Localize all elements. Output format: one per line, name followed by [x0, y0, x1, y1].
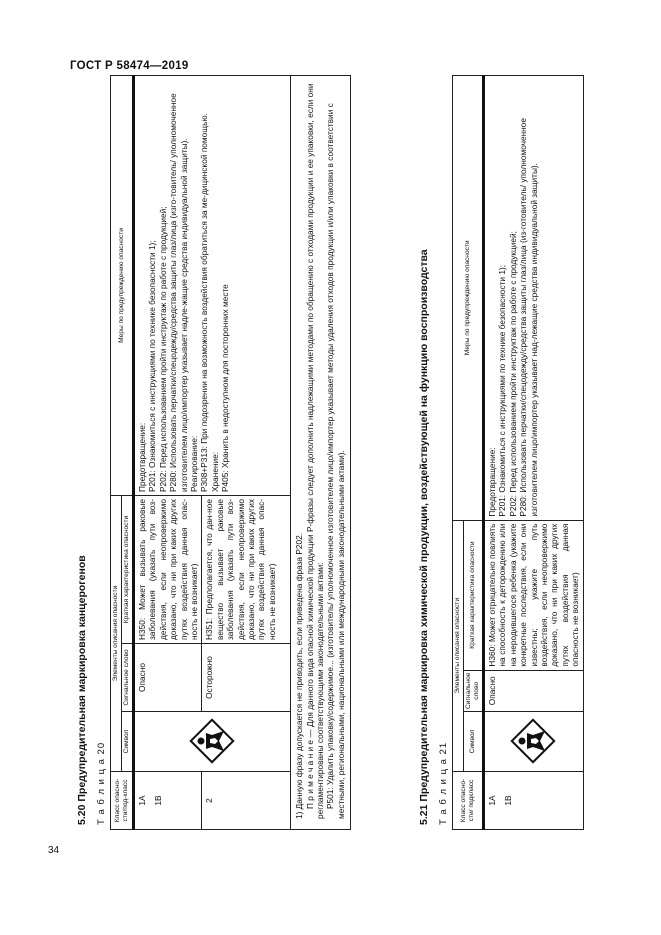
measure-line: Реагирование: — [189, 435, 200, 492]
section-title-5-20: 5.20 Предупредительная маркировка канцерогенов — [76, 555, 88, 825]
signal-warning: Осторожно — [202, 644, 291, 712]
statement-h351: Н351: Предполагается, что дан-ное вещество вызывает раковые заболевания (указать пути воз-действия, если неопровержимо доказано, что ни при каких других путях воздействия данная опас-ность не возникает) — [202, 496, 291, 644]
section-title-5-21: 5.21 Предупредительная маркировка химической продукции, воздействующей на функцию воспроизводства — [418, 249, 430, 825]
measures-cell-21 — [484, 76, 584, 521]
th-class: Класс опасно-сти/ подкласс — [453, 772, 484, 830]
class-2: 2 — [202, 772, 291, 830]
th-elements: Элементы описания опасности — [111, 496, 122, 772]
measure-line: Р201: Ознакомиться с инструкциями по технике безопасности 1); — [147, 240, 158, 492]
measure-line: Р280: Использовать перчатки/спецодежду/средства защиты глаз/лица (из-готовитель/ уполномоченное изготовителем лицо/импортер указывает над-лежащие средства индивидуальной защиты). — [518, 118, 539, 517]
table-20-notes — [291, 76, 350, 830]
signal-danger: Опасно — [134, 644, 202, 712]
th-elements: Элементы описания опасности — [453, 520, 464, 771]
th-symbol: Символ — [122, 712, 134, 772]
table-caption-21: Т а б л и ц а 21 — [438, 741, 449, 825]
statement-h350: Н350: Может вызывать раковые заболевания (указать пути воз-действия, если неопровержимо доказано, что ни при каких других путях воздействия данная опас-ность не возникает) — [134, 496, 202, 644]
th-symbol: Символ — [464, 712, 484, 772]
measure-line: Р201: Ознакомиться с инструкциями по технике безопасности 1); — [497, 264, 508, 517]
th-class: Класс опасно-сти/под-класс — [111, 772, 134, 830]
class-cell — [484, 772, 584, 830]
statement-h360: Н360: Может отрицательно повлиять на способность к деторождению или на неродившегося ребенка (укажите конкретные последствия, если они известны; укажите путь воздействия, если неопровержимо доказано, что ни при каких других путях воздействия данная опасность не возникает) — [484, 520, 584, 670]
note-p501: Р501: Удалить упаковку/содержимое... (изготовитель/ уполномоченное изготовителем лицо/импортер указывает методы удаления отходов продукции и/или упаковки в соответствии с местными, региональными, национальными или международными законодательными актами). — [325, 103, 346, 819]
th-statement: Краткая характеристика опасности — [464, 520, 484, 670]
class-1a: 1А — [487, 795, 497, 806]
class-1b: 1В — [153, 795, 164, 806]
document-header: ГОСТ Р 58474—2019 — [70, 60, 189, 72]
measures-cell-20 — [134, 76, 291, 496]
rotated-content — [68, 30, 608, 850]
note-text: П р и м е ч а н и е — Для данного вида опасной химической продукции Р-фразы следует дополнить надлежащими методами по обращению с отходами продукции и ее упаковки, если они регламентированы соответствующими законодательными актами: — [304, 83, 326, 819]
class-1b: 1В — [503, 795, 514, 806]
symbol-cell — [134, 712, 291, 772]
measure-line: Р308+Р313: При подозрении на возможность воздействия обратиться за ме-дицинской помощью. — [199, 113, 210, 492]
measure-line: Р202: Перед использованием пройти инструктаж по работе с продукцией; — [157, 206, 168, 492]
signal-danger: Опасно — [484, 670, 584, 711]
measure-line: Р280: Использовать перчатки/спецодежду/средства защиты глаз/лица (изго-товитель/ уполномоченное изготовителем лицо/импортер указывает надле-жащие средства индивидуальной защиты). — [168, 93, 189, 492]
measure-line: Р202: Перед использованием пройти инструктаж по работе с продукцией; — [507, 231, 518, 517]
class-cell — [134, 772, 202, 830]
th-measures: Меры по предупреждению опасности — [453, 76, 484, 521]
symbol-cell — [484, 712, 584, 772]
th-statement: Краткая характеристика опасности — [122, 496, 134, 644]
th-measures: Меры по предупреждению опасности — [111, 76, 134, 496]
measure-line: Предотвращение: — [137, 422, 147, 492]
measure-line: Хранение: — [209, 451, 220, 492]
measure-line: Р405: Хранить в недоступном для посторонних месте — [220, 284, 231, 492]
page-number: 34 — [48, 845, 60, 856]
footnote: 1) Данную фразу допускается не приводить, если приведена фраза Р202. — [294, 532, 305, 819]
health-hazard-icon — [188, 718, 236, 766]
th-signal: Сигнальное слово — [464, 670, 484, 711]
table-21 — [452, 75, 584, 830]
table-20 — [110, 75, 351, 830]
measure-line: Предотвращение: — [487, 447, 497, 517]
health-hazard-icon — [509, 718, 557, 766]
class-1a: 1А — [137, 795, 147, 806]
table-caption-20: Т а б л и ц а 20 — [96, 741, 107, 825]
th-signal: Сигнальное слово — [122, 644, 134, 712]
